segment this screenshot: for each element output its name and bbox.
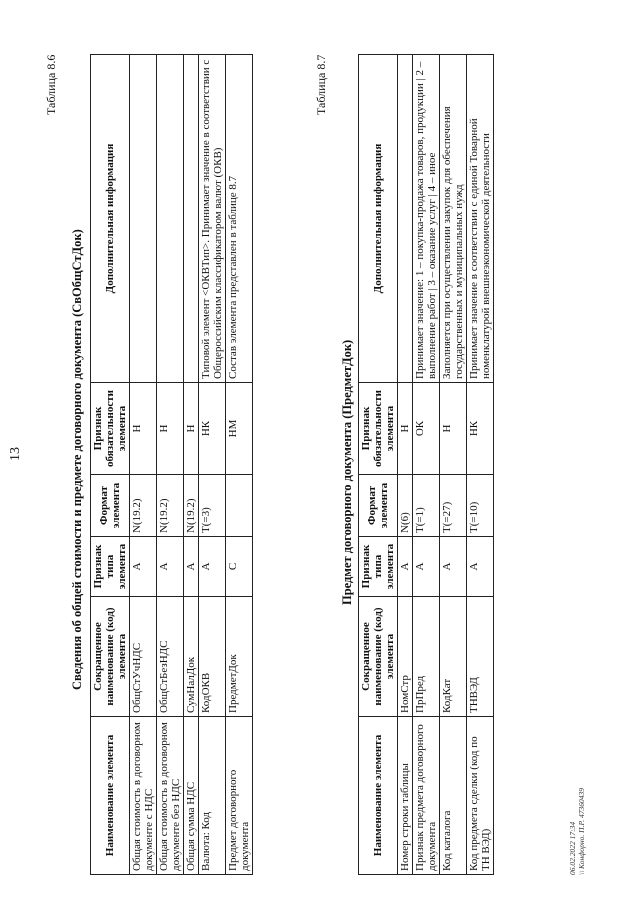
cell-name: Общая стоимость в договорном документе без НДС (157, 717, 184, 875)
cell-code: ПредметДок (226, 597, 253, 717)
table2-header-row (359, 55, 398, 875)
cell-name: Предмет договорного документа (226, 717, 253, 875)
cell-required: Н (184, 383, 199, 475)
table2-caption: Предмет договорного документа (ПредметДок) (340, 339, 354, 605)
cell-format: N(19.2) (130, 475, 157, 537)
table-row (130, 55, 157, 875)
cell-info: Принимает значение: 1 – покупка-продажа товаров, продукции | 2 – выполнение работ | 3 – оказание услуг | 4 – иное (413, 55, 440, 383)
table2-header: Наименование элемента (359, 717, 398, 875)
page-number: 13 (8, 447, 23, 461)
cell-required: НК (467, 383, 494, 475)
cell-type: А (413, 537, 440, 597)
cell-type: С (226, 537, 253, 597)
cell-format: N(19.2) (157, 475, 184, 537)
cell-name: Общая сумма НДС (184, 717, 199, 875)
cell-info: Состав элемента представлен в таблице 8.7 (226, 55, 253, 383)
cell-format: T(=1) (413, 475, 440, 537)
table1-label: Таблица 8.6 (44, 54, 58, 115)
table-row (440, 55, 467, 875)
cell-info (130, 55, 157, 383)
table-row (398, 55, 413, 875)
cell-type: А (130, 537, 157, 597)
cell-info (157, 55, 184, 383)
table-row (413, 55, 440, 875)
table-row (199, 55, 226, 875)
cell-name: Общая стоимость в договорном документе с НДС (130, 717, 157, 875)
cell-required: Н (398, 383, 413, 475)
table1-caption: Сведения об общей стоимости и предмете договорного документа (СвОбщСтДок) (70, 229, 84, 690)
cell-code: ОбщСтБезНДС (157, 597, 184, 717)
table1-header: Признак типа элемента (91, 537, 130, 597)
table-row (184, 55, 199, 875)
cell-type: А (467, 537, 494, 597)
cell-code: КодКат (440, 597, 467, 717)
table1-header-row (91, 55, 130, 875)
table-row (157, 55, 184, 875)
table-row (226, 55, 253, 875)
cell-info (184, 55, 199, 383)
cell-format (226, 475, 253, 537)
table1-header: Сокращенное наименование (код) элемента (91, 597, 130, 717)
cell-type: А (199, 537, 226, 597)
table-row (467, 55, 494, 875)
cell-info: Заполняется при осуществлении закупок для обеспечения государственных и муниципальных нужд (440, 55, 467, 383)
cell-type: А (440, 537, 467, 597)
cell-name: Валюта: Код (199, 717, 226, 875)
cell-name: Код предмета сделки (код по ТН ВЭД) (467, 717, 494, 875)
cell-name: Признак предмета договорного документа (413, 717, 440, 875)
cell-type: А (157, 537, 184, 597)
cell-format: T(=3) (199, 475, 226, 537)
table2-header: Признак обязательности элемента (359, 383, 398, 475)
cell-required: НК (199, 383, 226, 475)
cell-code: КодОКВ (199, 597, 226, 717)
cell-format: T(=10) (467, 475, 494, 537)
cell-required: Н (130, 383, 157, 475)
cell-required: НМ (226, 383, 253, 475)
cell-code: СумНалДок (184, 597, 199, 717)
table2-header: Сокращенное наименование (код) элемента (359, 597, 398, 717)
table2-header: Признак типа элемента (359, 537, 398, 597)
stamp-line: 06.02.2022 17:34 (568, 821, 577, 875)
cell-code: ПрПред (413, 597, 440, 717)
table2-header: Дополнительная информация (359, 55, 398, 383)
table1-header: Признак обязательности элемента (91, 383, 130, 475)
cell-required: Н (157, 383, 184, 475)
cell-info: Типовой элемент <ОКВТип>. Принимает значение в соответствии с Общероссийским классификатором валют (ОКВ) (199, 55, 226, 383)
cell-format: N(19.2) (184, 475, 199, 537)
cell-name: Номер строки таблицы (398, 717, 413, 875)
cell-type: А (398, 537, 413, 597)
cell-code: ТНВЭД (467, 597, 494, 717)
cell-required: Н (440, 383, 467, 475)
table1-header: Наименование элемента (91, 717, 130, 875)
cell-name: Код каталога (440, 717, 467, 875)
cell-format: T(=27) (440, 475, 467, 537)
document-stamp (568, 788, 586, 875)
cell-type: А (184, 537, 199, 597)
stamp-line: \\ Конфорно. П.Р. 47360439 (577, 787, 586, 875)
cell-code: НомСтр (398, 597, 413, 717)
cell-info (398, 55, 413, 383)
table-8-7 (358, 54, 494, 875)
table2-header: Формат элемента (359, 475, 398, 537)
table2-label: Таблица 8.7 (314, 54, 328, 115)
cell-required: ОК (413, 383, 440, 475)
table-8-6 (90, 54, 253, 875)
table1-header: Дополнительная информация (91, 55, 130, 383)
table1-header: Формат элемента (91, 475, 130, 537)
cell-info: Принимает значение в соответствии с единой Товарной номенклатурой внешнеэкономической деятельности (467, 55, 494, 383)
cell-code: ОбщСтУчНДС (130, 597, 157, 717)
cell-format: N(6) (398, 475, 413, 537)
